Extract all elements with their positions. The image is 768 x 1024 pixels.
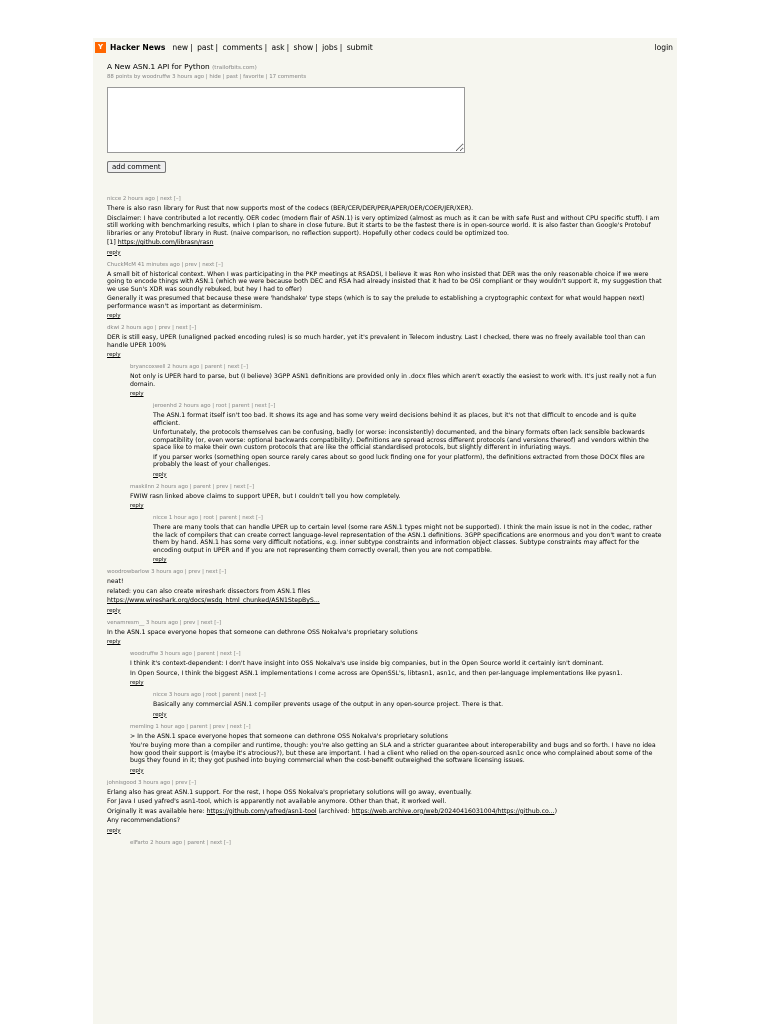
comment-tree [93,195,677,847]
comment-paragraph: Basically any commercial ASN.1 compiler prevents usage of the output in any open-source project. There is that. [153,701,504,708]
reply-link[interactable]: reply [107,352,121,358]
comment-paragraph: You're buying more than a compiler and runtime, though: you're also getting an SLA and a stricter guarantee about interoperability and bugs and so forth. I have no idea how good their support is (maybe it's atrocious?), but these are important. I had a client who relied on the open-sourced asn1c once who complained about some of the bugs they found in it; they got pushed into buying commercial when the cost-benefit outweighed the software licensing issues. [130,742,656,764]
comment-paragraph: neat! [107,578,124,585]
comment [153,402,663,479]
hn-page [93,38,677,1024]
comment-paragraph: A small bit of historical context. When I was participating in the PKP meetings at RSADSI, I believe it was Ron who insisted that DER was the only reasonable choice if we were going to encode things with ASN.1 (which we were because both DEC and RSA had already insisted that it had to be OSI compliant or they wouldn't support it, my suggestion that we use Sun's XDR was soundly rebuked, but hey I had to offer) [107,270,662,293]
comment-link[interactable]: https://github.com/yafred/asn1-tool [206,807,317,815]
nav-comments[interactable]: comments [222,42,263,52]
comment [107,619,663,647]
comment-paragraph: Originally it was available here: https://github.com/yafred/asn1-tool (archived: https://web.archive.org/web/20240416031004/https://github.co...) [107,807,557,815]
comment-text [153,524,663,554]
nav-show[interactable]: show [293,42,314,52]
comment-paragraph: In the ASN.1 space everyone hopes that someone can dethrone OSS Nokalva's proprietary solutions [107,628,418,636]
reply-link[interactable]: reply [107,639,121,645]
comment-meta[interactable]: bryancoxwell 2 hours ago | parent | next [–] [130,364,249,370]
comment-paragraph: For Java I used yafred's asn1-tool, which is apparently not available anymore. Other than that, it worked well. [107,798,447,805]
reply-link[interactable]: reply [107,313,121,319]
comment-text [130,373,663,388]
comment-meta[interactable]: dkwi 2 hours ago | prev | next [–] [107,325,197,331]
comment-paragraph: Not only is UPER hard to parse, but (I believe) 3GPP ASN1 definitions are provided only in .docx files which aren't exactly the easiest to work with. It's just really not a fun domain. [130,373,657,388]
nav-links [171,43,373,52]
comment-text [130,733,663,765]
comment-text [107,334,663,349]
comment-meta[interactable]: nicce 2 hours ago | next [–] [107,196,181,202]
nav-jobs[interactable]: jobs [322,42,338,52]
reply-link[interactable]: reply [153,711,167,718]
nav-separator: | [215,42,219,52]
comment-paragraph: There are many tools that can handle UPER up to certain level (some rare ASN.1 types might not be supported). I think the main issue is not in the codec, rather the lack of compilers that can create correct language-level representation of the ASN.1 definitions. 3GPP specifications are enormous and you don't want to create them by hand. ASN.1 has some very difficult notations, e.g. inner subtype constraints and information object classes. Subtype constraints may affect for the encoding output in UPER and if you are not representing them correctly overall, then you are not compatible. [153,524,662,554]
nav-past[interactable]: past [197,42,214,52]
comment-meta[interactable]: johnisgood 3 hours ago | prev [–] [107,779,197,786]
nav-separator: | [286,42,290,52]
comment-text [107,789,663,825]
comment-paragraph: [1] https://github.com/librasn/rasn [107,239,214,246]
nav-ask[interactable]: ask [271,42,285,52]
reply-link[interactable]: reply [153,471,167,478]
comment-text [130,660,663,677]
reply-link[interactable]: reply [107,607,121,614]
reply-link[interactable]: reply [130,391,144,397]
nav-submit[interactable]: submit [346,42,373,52]
comment-meta[interactable]: maskilnn 2 hours ago | parent | prev | next [–] [130,483,255,490]
comment [107,779,663,835]
comment-text [107,629,663,637]
comment-link[interactable]: https://web.archive.org/web/20240416031004/https://github.co... [351,807,555,815]
comment-paragraph: related: you can also create wireshark dissectors from ASN.1 files [107,587,311,595]
comment [130,650,663,687]
login-link[interactable]: login [654,42,673,52]
reply-link[interactable]: reply [130,503,144,509]
reply-link[interactable]: reply [107,827,121,834]
header-bar [93,40,677,54]
comment-paragraph: FWIW rasn linked above claims to support UPER, but I couldn't tell you how completely. [130,492,401,500]
comment-paragraph: Generally it was presumed that because these were 'handshake' type steps (which is to say the prelude to establishing a cryptographic context for what would happen next) performance wasn't as important as determinism. [107,295,645,310]
story-site-link[interactable]: (trailofbits.com) [212,65,257,71]
comment [107,568,663,615]
comment-paragraph: Any recommendations? [107,817,181,824]
comment-meta[interactable]: memling 1 hour ago | parent | prev | next [–] [130,723,251,730]
comment-paragraph: I think it's context-dependent: I don't have insight into OSS Nokalva's use inside big companies, but in the Open Source world it certainly isn't dominant. [130,660,604,667]
nav-separator: | [190,42,193,52]
story-subtext[interactable]: 88 points by woodruffw 3 hours ago | hide | past | favorite | 17 comments [107,74,307,80]
comment [107,195,663,257]
comment-paragraph: If you parser works (something open source rarely cares about so good luck finding one for your platform), the definitions extracted from those DOCX files are probably the least of your challenges. [153,453,645,468]
comment-meta[interactable]: nicce 1 hour ago | root | parent | next [–] [153,515,263,521]
comment-paragraph: Erlang also has great ASN.1 support. For the rest, I hope OSS Nokalva's proprietary solutions will go away, eventually. [107,788,472,796]
comment-text [130,493,663,501]
comment [130,483,663,511]
comment-meta[interactable]: nicce 3 hours ago | root | parent | next [–] [153,692,266,698]
comment-paragraph: Unfortunately, the protocols themselves can be confusing, badly (or worse: inconsistently) documented, and the binary formats often lack sensible backwards compatibility (or, even worse: optional backwards compatibility). Definitions are spread across different protocols (and versions thereof) and vendors within the space like to make their own custom protocols that are like the official standardised protocols, but slightly different in infuriating ways. [153,429,649,451]
comment-text [107,205,663,247]
reply-link[interactable]: reply [107,249,121,256]
add-comment-button[interactable]: add comment [107,161,166,173]
comment-paragraph: Disclaimer: I have contributed a lot recently. OER codec (modern flair of ASN.1) is very optimized (almost as much as it can be with safe Rust and without CPU specific stuff). I am still working with benchmarking results, which I plan to share in close future. But it starts to be the fastest there is in open-source world. It is also faster than Google's Protobuf libraries or any Protobuf library in Rust. (naive comparison, no reflection support). Hopefully other codecs could be optimized too. [107,214,660,237]
comment [153,514,663,564]
nav-separator: | [264,42,268,52]
story-title-link[interactable]: A New ASN.1 API for Python [107,62,210,71]
comment-meta[interactable]: woodruffw 3 hours ago | parent | next [–] [130,651,241,657]
reply-link[interactable]: reply [153,557,167,563]
comment-meta[interactable]: jeroenhd 2 hours ago | root | parent | next [–] [153,403,276,409]
comment-link[interactable]: https://www.wireshark.org/docs/wsdg_html_chunked/ASN1StepByS... [107,597,320,604]
comment-paragraph: > In the ASN.1 space everyone hopes that someone can dethrone OSS Nokalva's proprietary solutions [130,732,448,740]
comment-text [107,271,663,311]
comment-meta[interactable]: ChuckMcM 41 minutes ago | prev | next [–] [107,261,223,268]
comment [130,839,663,847]
story-header [93,62,677,81]
comment-meta[interactable]: venamresm__ 3 hours ago | prev | next [–] [107,619,222,626]
comment [153,691,663,719]
comment-text [153,701,663,709]
comment-text [107,578,663,605]
nav-separator: | [315,42,318,52]
comment [130,363,663,398]
comment [107,324,663,359]
comment-paragraph: DER is still easy, UPER (unaligned packed encoding rules) is so much harder, yet it's prevalent in Telecom industry. Last I checked, there was no freely available tool than can handle UPER 100% [107,334,646,349]
nav-new[interactable]: new [172,42,189,52]
nav-separator: | [339,42,343,52]
comment-meta[interactable]: elFarto 2 hours ago | parent | next [–] [130,839,231,846]
comment [107,261,663,321]
comment-text [153,412,663,469]
site-name-link[interactable]: Hacker News [110,42,166,52]
y-logo-icon[interactable]: Y [95,42,106,53]
reply-link[interactable]: reply [130,767,144,774]
comment-paragraph [107,597,663,605]
comment-paragraph: The ASN.1 format itself isn't too bad. It shows its age and has some very weird decisions behind it as places, but it's not that difficult to encode and is quite efficient. [153,412,637,427]
comment-link[interactable]: https://github.com/librasn/rasn [117,239,214,246]
reply-link[interactable]: reply [130,680,144,686]
comment-paragraph: There is also rasn library for Rust that now supports most of the codecs (BER/CER/DER/PER/APER/OER/COER/JER/XER). [107,205,474,212]
comment-paragraph: In Open Source, I think the biggest ASN.1 implementations I come across are OpenSSL's, libtasn1, asn1c, and then per-language implementations like pyasn1. [130,669,623,677]
comment-textarea[interactable] [107,87,465,153]
comment-meta[interactable]: woodrowbarlow 3 hours ago | prev | next [–] [107,569,227,575]
comment [130,723,663,775]
